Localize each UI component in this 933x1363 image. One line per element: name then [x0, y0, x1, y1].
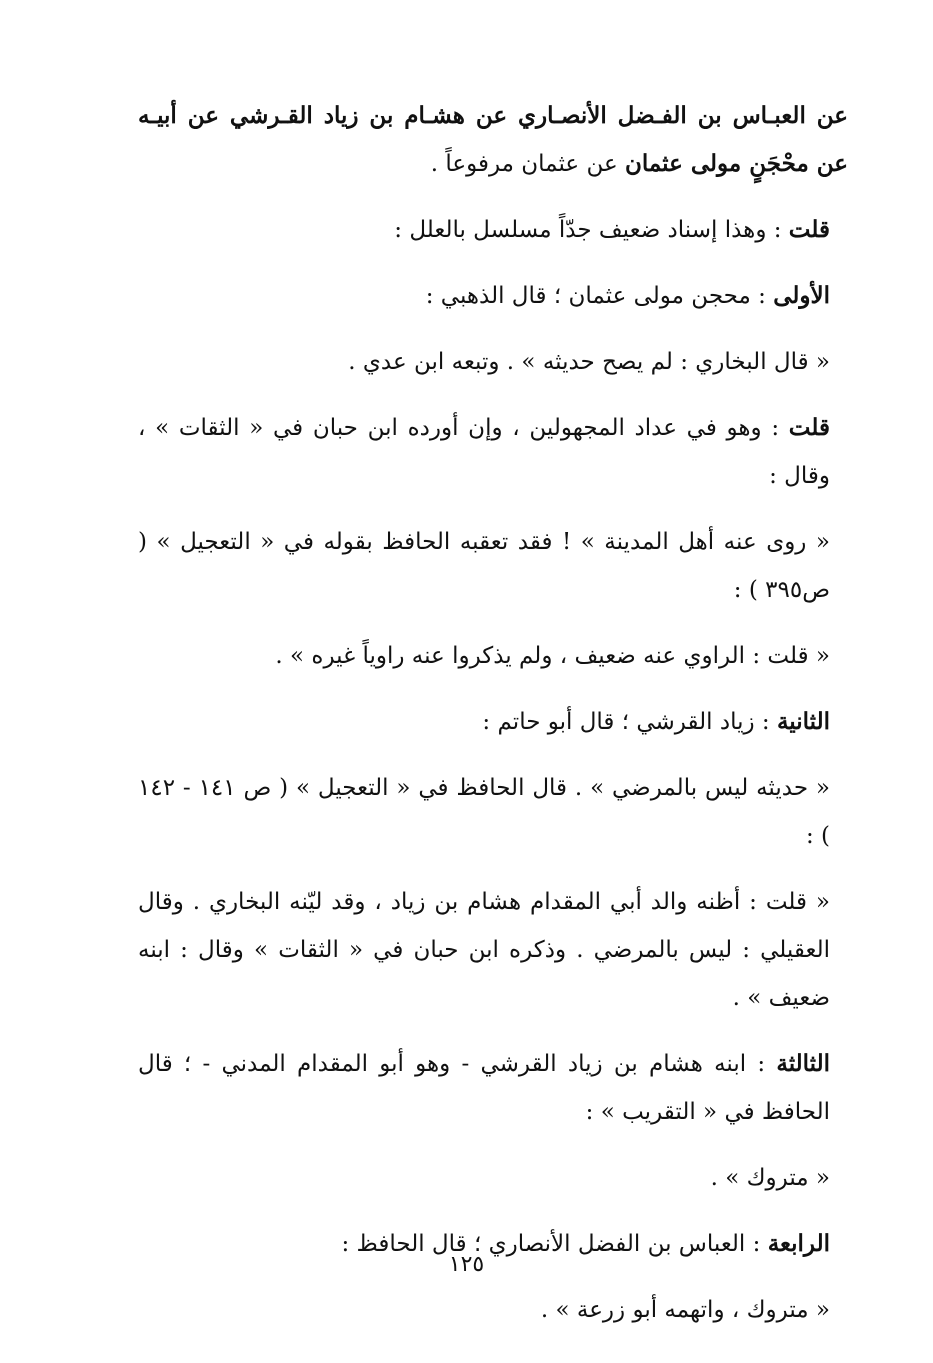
paragraph-second-defect: [138, 698, 848, 746]
majhul-text: : وهو في عداد المجهولين ، وإن أورده ابن حبان في « الثقات » ، وقال :: [138, 415, 830, 489]
paragraph-majhul: [138, 404, 848, 500]
quote-abu-miqdam: [138, 878, 848, 1022]
third-defect-text: : ابنه هشام بن زياد القرشي - وهو أبو المقدام المدني - ؛ قال الحافظ في « التقريب » :: [138, 1051, 830, 1125]
paragraph-first-defect: [138, 272, 848, 320]
paragraph-verdict: [138, 206, 848, 254]
quote-madina: [138, 518, 848, 614]
isnad-text: عن عثمان مرفوعاً .: [430, 151, 625, 177]
quote-rawi-text: « قلت : الراوي عنه ضعيف ، ولم يذكروا عنه راوياً غيره » .: [275, 643, 830, 669]
page-body: [138, 92, 848, 1334]
fourth-defect-text: : العباس بن الفضل الأنصاري ؛ قال الحافظ :: [341, 1231, 768, 1257]
quote-rawi: [138, 632, 848, 680]
verdict-label: قلت: [788, 216, 830, 243]
quote-mardi-text: « حديثه ليس بالمرضي » . قال الحافظ في « التعجيل » ( ص ١٤١ - ١٤٢ ) :: [138, 775, 830, 849]
fourth-defect-label: الرابعة: [767, 1230, 830, 1257]
page-number: ١٢٥: [448, 1252, 485, 1277]
majhul-label: قلت: [788, 414, 830, 441]
quote-abu-zura: [138, 1286, 848, 1334]
paragraph-third-defect: [138, 1040, 848, 1136]
quote-mardi: [138, 764, 848, 860]
quote-bukhari: [138, 338, 848, 386]
verdict-text: : وهذا إسناد ضعيف جدّاً مسلسل بالعلل :: [394, 217, 789, 243]
quote-bukhari-text: « قال البخاري : لم يصح حديثه » . وتبعه ابن عدي .: [348, 349, 830, 375]
quote-matruk-text: « متروك » .: [710, 1165, 830, 1191]
second-defect-text: : زياد القرشي ؛ قال أبو حاتم :: [482, 709, 777, 735]
quote-abu-miqdam-text: « قلت : أظنه والد أبي المقدام هشام بن زياد ، وقد ليّنه البخاري . وقال العقيلي : ليس بالمرضي . وذكره ابن حبان في « الثقات » وقال : ابنه ضعيف » .: [138, 889, 830, 1011]
quote-abu-zura-text: « متروك ، واتهمه أبو زرعة » .: [540, 1297, 830, 1323]
first-defect-text: : محجن مولى عثمان ؛ قال الذهبي :: [425, 283, 774, 309]
paragraph-isnad: [138, 92, 848, 188]
isnad-bold-text: عن العبـاس بن الفـضل الأنصـاري عن هشـام بن زياد القـرشي عن أبيـه عن محْجَنٍ مولى عثمان: [138, 102, 848, 177]
third-defect-label: الثالثة: [776, 1050, 831, 1077]
first-defect-label: الأولى: [773, 282, 830, 309]
quote-matruk: [138, 1154, 848, 1202]
second-defect-label: الثانية: [776, 708, 830, 735]
quote-madina-text: « روى عنه أهل المدينة » ! فقد تعقبه الحافظ بقوله في « التعجيل » ( ص٣٩٥ ) :: [138, 529, 830, 603]
